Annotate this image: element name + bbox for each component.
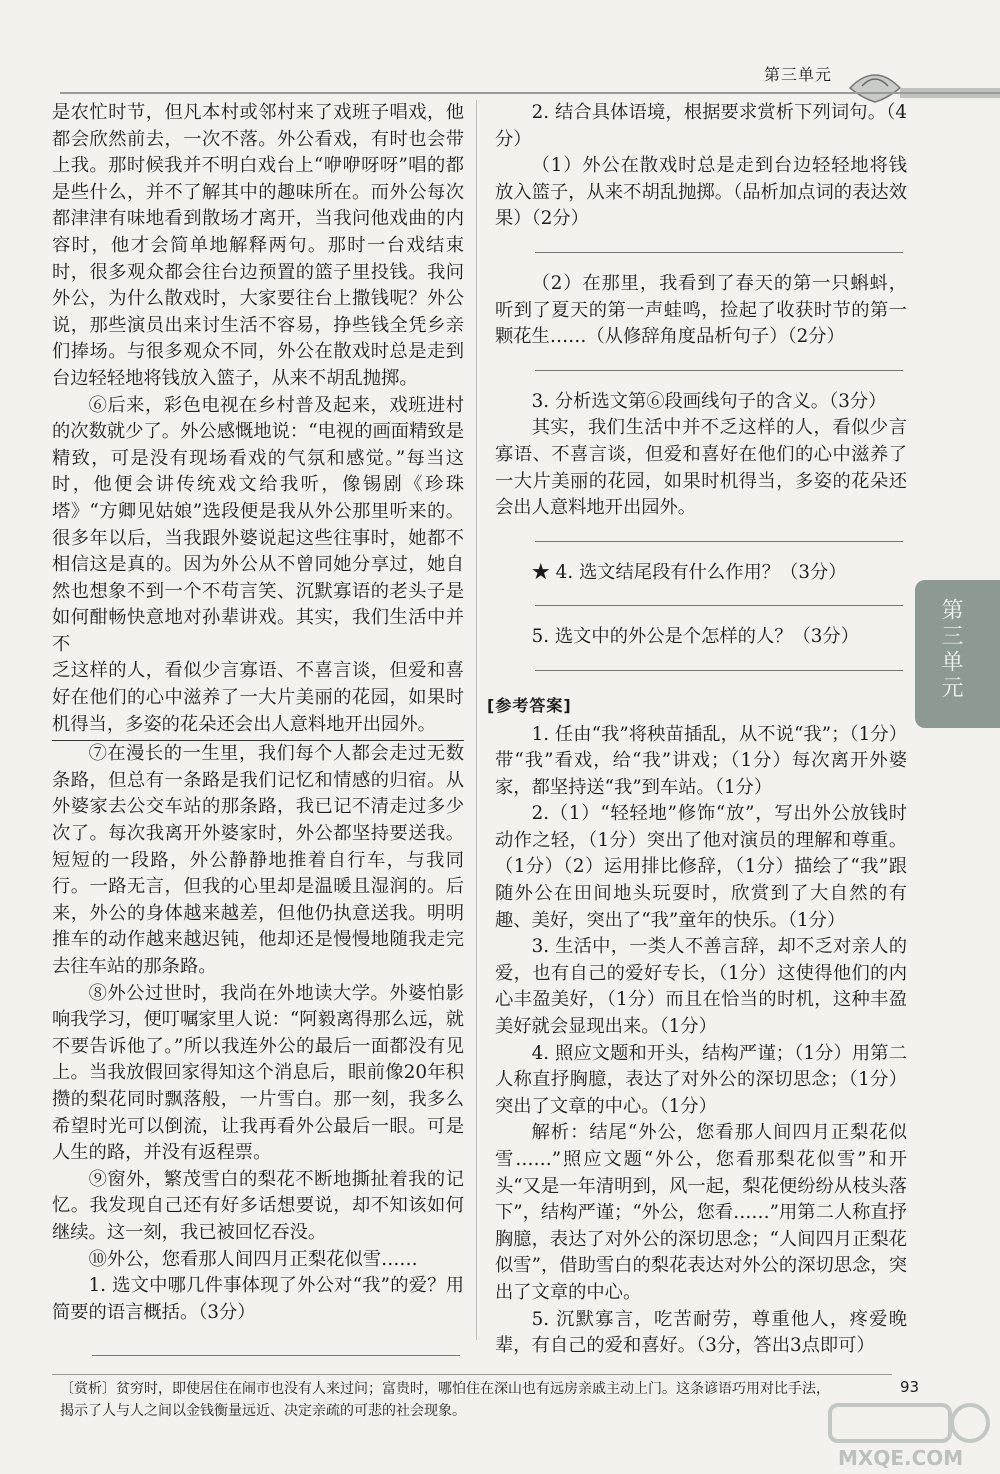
answer-line [535, 669, 903, 671]
question-2-2: （2）在那里，我看到了春天的第一只蝌蚪，听到了夏天的第一声蛙鸣，捡起了收获时节的第一颗花生……（从修辞角度品析句子）（2分） [495, 272, 907, 348]
paragraph-7: ⑦在漫长的一生里，我们每个人都会走过无数条路，但总有一条路是我们记忆和情感的归宿。从外婆家去公交车站的那条路，我已记不清走过多少次了。每次我离开外婆家时，外公都坚持要送我。短短的一段路，外公静静地推着自行车，与我同行。一路无言，但我的心里却是温暖且湿润的。后来，外公的身体越来越差，但他仍执意送我。明明推车的动作越来越迟钝，他却还是慢慢地随我走完去往车站的那条路。 [52, 743, 464, 977]
question-2: 2. 结合具体语境，根据要求赏析下列词句。（4分） [495, 102, 907, 150]
question-1: 1. 选文中哪几件事体现了外公对“我”的爱？用简要的语言概括。（3分） [52, 1275, 464, 1323]
answer-4-analysis: 解析：结尾“外公，您看那人间四月正梨花似雪……”照应文题“外公，您看那梨花似雪”和开头“又是一年清明到，风一起，梨花便纷纷从枝头落下”，结构严谨；“外公，您看……”用第二人称直抒胸臆，表达了对外公的深切思念；“人间四月正梨花似雪”，借助雪白的梨花表达对外公的深切思念，突出了文章的中心。 [495, 1122, 907, 1303]
underlined-sentence: 乏这样的人，看似少言寡语、不喜言谈，但爱和喜好在他们的心中滋养了一大片美丽的花园，如果时机得当，多姿的花朵还会出人意料地开出园外。 [52, 658, 464, 741]
paragraph-8: ⑧外公过世时，我尚在外地读大学。外婆怕影响我学习，便叮嘱家里人说：“阿毅离得那么远，就不要告诉他了。”所以我连外公的最后一面都没有见上。当我放假回家得知这个消息后，眼前像20年积攒的梨花同时飘落般，一片雪白。那一刻，我多么希望时光可以倒流，让我再看外公最后一眼。可是人生的路，并没有返程票。 [52, 982, 464, 1164]
right-column [487, 100, 907, 1360]
question-5: 5. 选文中的外公是个怎样的人？（3分） [531, 626, 859, 648]
paragraph-10: ⑩外公，您看那人间四月正梨花似雪…… [88, 1248, 418, 1270]
unit-side-tab [915, 580, 1000, 728]
answer-line [535, 540, 903, 542]
question-3: 3. 分析选文第⑥段画线句子的含义。（3分） [531, 390, 887, 412]
answer-1: 1. 任由“我”将秧苗插乱，从不说“我”；（1分）带“我”看戏，给“我”讲戏；（1分）每次离开外婆家，都坚持送“我”到车站。（1分） [495, 723, 907, 798]
side-tab-label: 第三单元 [938, 598, 963, 702]
footer-tag: 〔赏析〕 [60, 1381, 116, 1397]
header-rule [60, 92, 1000, 94]
question-4: ★ 4. 选文结尾段有什么作用？（3分） [531, 561, 847, 583]
paragraph-5-continued: 是农忙时节，但凡本村或邻村来了戏班子唱戏，他都会欣然前去，一次不落。外公看戏，有时也会带上我。那时候我并不明白戏台上“咿咿呀呀”唱的都是些什么，并不了解其中的趣味所在。而外公每次都津津有味地看到散场才离开，当我问他戏曲的内容时，他才会简单地解释两句。那时一台戏结束时，很多观众都会往台边预置的篮子里投钱。我问外公，为什么散戏时，大家要往台上撒钱呢？外公说，那些演员出来讨生活不容易，挣些钱全凭乡亲们捧场。与很多观众不同，外公在散戏时总是走到台边轻轻地将钱放入篮子，从来不胡乱抛掷。 [52, 102, 464, 389]
page-number: 93 [900, 1378, 920, 1396]
answer-line [92, 1354, 460, 1356]
answer-line [535, 604, 903, 606]
answer-5: 5. 沉默寡言，吃苦耐劳，尊重他人，疼爱晚辈，有自己的爱和喜好。（3分，答出3点即可） [495, 1308, 907, 1357]
svg-text:MXQE.COM: MXQE.COM [838, 1446, 964, 1470]
question-2-1: （1）外公在散戏时总是走到台边轻轻地将钱放入篮子，从来不胡乱抛掷。（品析加点词的表达效果）（2分） [495, 155, 907, 230]
unit-title: 第三单元 [764, 65, 833, 84]
answer-4: 4. 照应文题和开头，结构严谨；（1分）用第二人称直抒胸臆，表达了对外公的深切思念；（1分）突出了文章的中心。（1分） [495, 1042, 907, 1117]
paragraph-9: ⑨窗外，繁茂雪白的梨花不断地撕扯着我的记忆。我发现自己还有好多话想要说，却不知该如何继续。这一刻，我已被回忆吞没。 [52, 1168, 464, 1243]
paragraph-6: ⑥后来，彩色电视在乡村普及起来，戏班进村的次数就少了。外公感慨地说：“电视的画面精致是精致，可是没有现场看戏的气氛和感觉。”每当这时，他便会讲传统戏文给我听，像锡剧《珍珠塔》“方卿见姑娘”选段便是我从外公那里听来的。很多年以后，当我跟外婆说起这些往事时，她都不相信这是真的。因为外公从不曾同她分享过，她自然也想象不到一个不苟言笑、沉默寡语的老头子是如何酣畅快意地对孙辈讲戏。其实，我们生活中并不 [52, 394, 464, 655]
watermark-logo-icon [820, 1395, 1000, 1474]
answer-line [535, 369, 903, 371]
answer-2: 2.（1）“轻轻地”修饰“放”，写出外公放钱时动作之轻，（1分）突出了他对演员的理解和尊重。（1分）（2）运用排比修辞，（1分）描绘了“我”跟随外公在田间地头玩耍时，欣赏到了大自然的有趣、美好，突出了“我”童年的快乐。（1分） [495, 803, 907, 931]
footer-note [60, 1378, 840, 1422]
left-column [52, 100, 464, 1374]
answer-3: 3. 生活中，一类人不善言辞，却不乏对亲人的爱，也有自己的爱好专长，（1分）这使得他们的内心丰盈美好，（1分）而且在恰当的时机，这种丰盈美好就会显现出来。（1分） [495, 936, 907, 1038]
question-3-quote: 其实，我们生活中并不乏这样的人，看似少言寡语、不喜言谈，但爱和喜好在他们的心中滋养了一大片美丽的花园，如果时机得当，多姿的花朵还会出人意料地开出园外。 [495, 417, 907, 519]
footer-rule [52, 1374, 892, 1375]
footer-text: 贫穷时，即使居住在闹市也没有人来过问；富贵时，哪怕住在深山也有远房亲戚主动上门。这条谚语巧用对比手法，揭示了人与人之间以金钱衡量远近、决定亲疏的可悲的社会现象。 [60, 1381, 830, 1419]
answer-line [535, 251, 903, 253]
reference-answer-title: [参考答案] [487, 695, 572, 715]
column-divider [476, 100, 477, 1340]
